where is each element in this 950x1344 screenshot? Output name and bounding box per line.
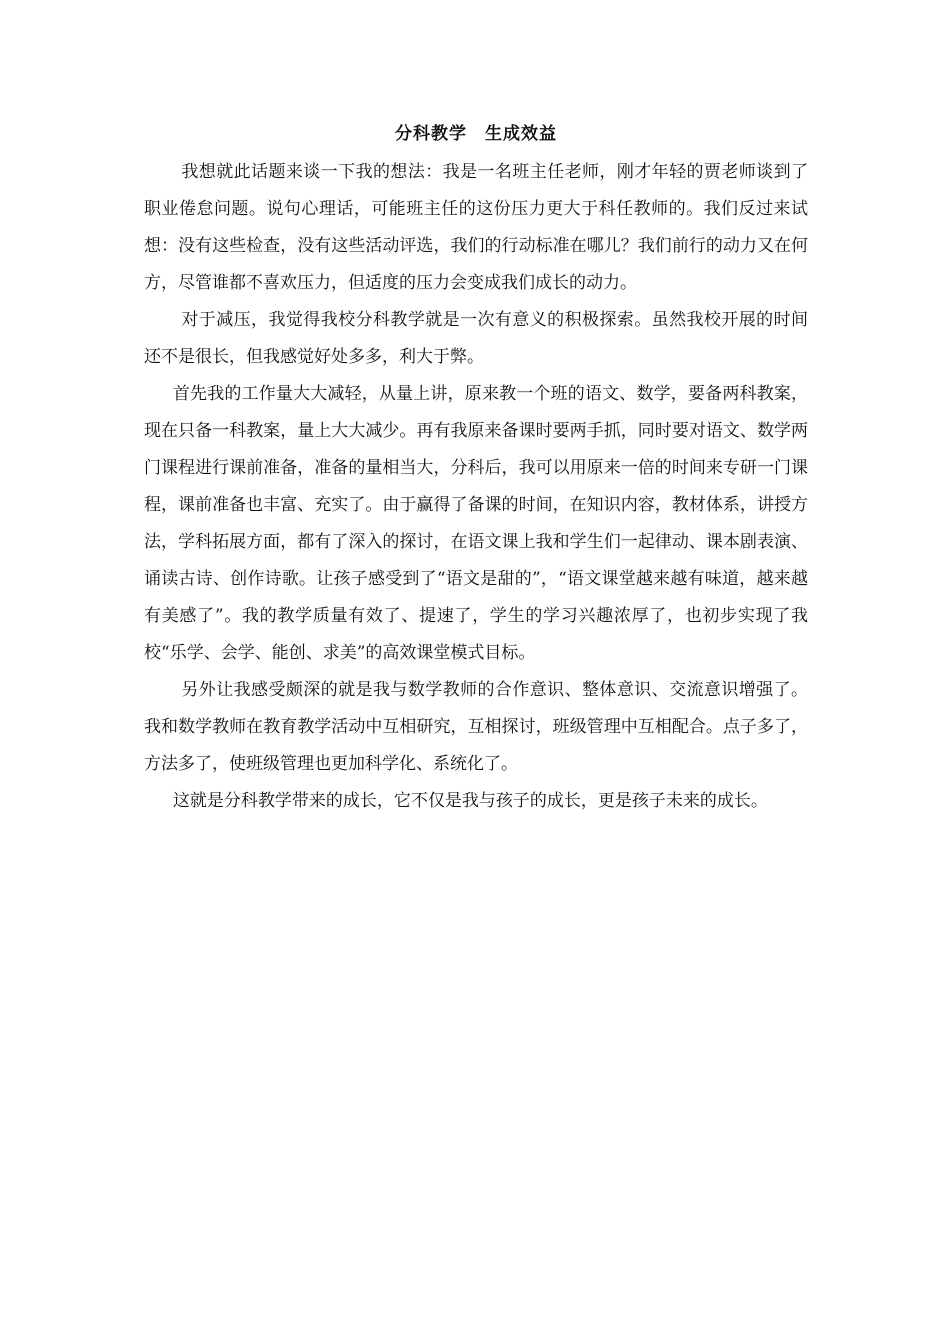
paragraph-cooperation: 另外让我感受颇深的就是我与数学教师的合作意识、整体意识、交流意识增强了。我和数学教师在教育教学活动中互相研究，互相探讨，班级管理中互相配合。点子多了，方法多了，使班级管理也更加科学化、系统化了。	[144, 680, 808, 774]
paragraph-intro: 我想就此话题来谈一下我的想法：我是一名班主任老师，刚才年轻的贾老师谈到了职业倦怠问题。说句心理话，可能班主任的这份压力更大于科任教师的。我们反过来试想：没有这些检查，没有这些活动评选，我们的行动标准在哪儿？我们前行的动力又在何方，尽管谁都不喜欢压力，但适度的压力会变成我们成长的动力。	[144, 162, 808, 293]
paragraph-workload: 首先我的工作量大大减轻，从量上讲，原来教一个班的语文、数学，要备两科教案，现在只备一科教案，量上大大减少。再有我原来备课时要两手抓，同时要对语文、数学两门课程进行课前准备，准备的量相当大，分科后，我可以用原来一倍的时间来专研一门课程，课前准备也丰富、充实了。由于赢得了备课的时间，在知识内容，教材体系，讲授方法，学科拓展方面，都有了深入的探讨，在语文课上我和学生们一起律动、课本剧表演、诵读古诗、创作诗歌。让孩子感受到了“语文是甜的”，“语文课堂越来越有味道，越来越有美感了”。我的教学质量有效了、提速了，学生的学习兴趣浓厚了，也初步实现了我校“乐学、会学、能创、求美”的高效课堂模式目标。	[144, 384, 808, 663]
document-page	[144, 120, 808, 820]
paragraph-conclusion: 这就是分科教学带来的成长，它不仅是我与孩子的成长，更是孩子未来的成长。	[172, 791, 768, 811]
document-title: 分科教学 生成效益	[395, 124, 557, 144]
paragraph-reduce-pressure: 对于减压，我觉得我校分科教学就是一次有意义的积极探索。虽然我校开展的时间还不是很长，但我感觉好处多多，利大于弊。	[144, 310, 808, 367]
